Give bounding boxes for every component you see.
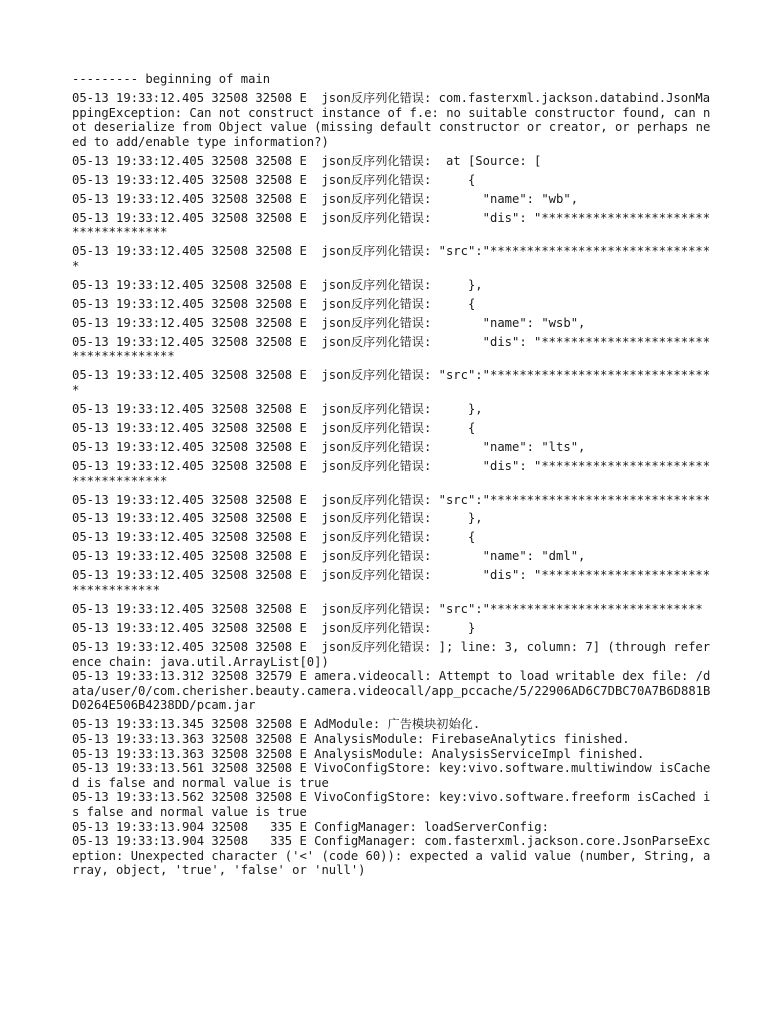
- log-line: 05-13 19:33:12.405 32508 32508 E json反序列化错误: at [Source: [: [72, 153, 542, 168]
- log-line: --------- beginning of main: [72, 72, 271, 86]
- log-line: 05-13 19:33:13.312 32508 32579 E amera.videocall: Attempt to load writable dex file: /data/user/0/com.cherisher.beauty.camera.videocall/app_pccache/5/22906AD6C7DBC70A7B6D881BD0264E506B4238DD/pcam.jar: [72, 669, 711, 713]
- log-line: 05-13 19:33:12.405 32508 32508 E json反序列化错误: },: [72, 511, 483, 526]
- log-line: 05-13 19:33:12.405 32508 32508 E json反序列化错误: "dis": "************************************: [72, 210, 711, 240]
- log-line: 05-13 19:33:12.405 32508 32508 E json反序列化错误: "src":"*******************************: [72, 244, 711, 273]
- log-line: 05-13 19:33:13.363 32508 32508 E AnalysisModule: AnalysisServiceImpl finished.: [72, 746, 645, 761]
- log-line: 05-13 19:33:12.405 32508 32508 E json反序列化错误: "src":"*****************************: [72, 602, 703, 617]
- log-line: 05-13 19:33:13.904 32508 335 E ConfigManager: loadServerConfig:: [72, 819, 549, 834]
- log-line: 05-13 19:33:12.405 32508 32508 E json反序列化错误: "src":"*******************************: [72, 368, 711, 397]
- log-line: 05-13 19:33:13.561 32508 32508 E VivoConfigStore: key:vivo.software.multiwindow isCached is false and normal value is true: [72, 761, 711, 790]
- log-line: 05-13 19:33:12.405 32508 32508 E json反序列化错误: "dis": "************************************: [72, 458, 711, 488]
- log-line: 05-13 19:33:13.345 32508 32508 E AdModule: 广告模块初始化.: [72, 717, 481, 732]
- log-line: 05-13 19:33:12.405 32508 32508 E json反序列化错误: {: [72, 420, 476, 435]
- log-line: 05-13 19:33:12.405 32508 32508 E json反序列化错误: {: [72, 530, 476, 545]
- log-line: 05-13 19:33:12.405 32508 32508 E json反序列化错误: "name": "lts",: [72, 439, 586, 454]
- log-line: 05-13 19:33:12.405 32508 32508 E json反序列化错误: com.fasterxml.jackson.databind.JsonMappingException: Can not construct instance of f.e: no suitable constructor found, can not deserialize from Object value (missing default constructor or creator, or perhaps need to add/enable type information?): [72, 90, 711, 149]
- log-line: 05-13 19:33:12.405 32508 32508 E json反序列化错误: "name": "dml",: [72, 549, 586, 564]
- log-document: [72, 72, 712, 878]
- log-line: 05-13 19:33:12.405 32508 32508 E json反序列化错误: },: [72, 277, 483, 292]
- log-line: 05-13 19:33:12.405 32508 32508 E json反序列化错误: },: [72, 401, 483, 416]
- log-line: 05-13 19:33:12.405 32508 32508 E json反序列化错误: }: [72, 621, 476, 635]
- log-line: 05-13 19:33:12.405 32508 32508 E json反序列化错误: "dis": "***********************************: [72, 568, 711, 598]
- log-line: 05-13 19:33:13.363 32508 32508 E AnalysisModule: FirebaseAnalytics finished.: [72, 731, 630, 746]
- log-line: 05-13 19:33:13.562 32508 32508 E VivoConfigStore: key:vivo.software.freeform isCached is false and normal value is true: [72, 790, 711, 819]
- log-line: 05-13 19:33:12.405 32508 32508 E json反序列化错误: "name": "wb",: [72, 191, 579, 206]
- log-line: 05-13 19:33:12.405 32508 32508 E json反序列化错误: "src":"******************************: [72, 492, 711, 507]
- log-line: 05-13 19:33:12.405 32508 32508 E json反序列化错误: ]; line: 3, column: 7] (through reference chain: java.util.ArrayList[0]): [72, 639, 711, 669]
- log-line: 05-13 19:33:12.405 32508 32508 E json反序列化错误: {: [72, 172, 476, 187]
- log-line: 05-13 19:33:12.405 32508 32508 E json反序列化错误: "dis": "*************************************: [72, 334, 711, 364]
- log-line: 05-13 19:33:12.405 32508 32508 E json反序列化错误: {: [72, 296, 476, 311]
- log-line: 05-13 19:33:12.405 32508 32508 E json反序列化错误: "name": "wsb",: [72, 315, 586, 330]
- log-line: 05-13 19:33:13.904 32508 335 E ConfigManager: com.fasterxml.jackson.core.JsonParseException: Unexpected character ('<' (code 60)): expected a valid value (number, String, array, object, 'true', 'false' or 'null'): [72, 834, 711, 878]
